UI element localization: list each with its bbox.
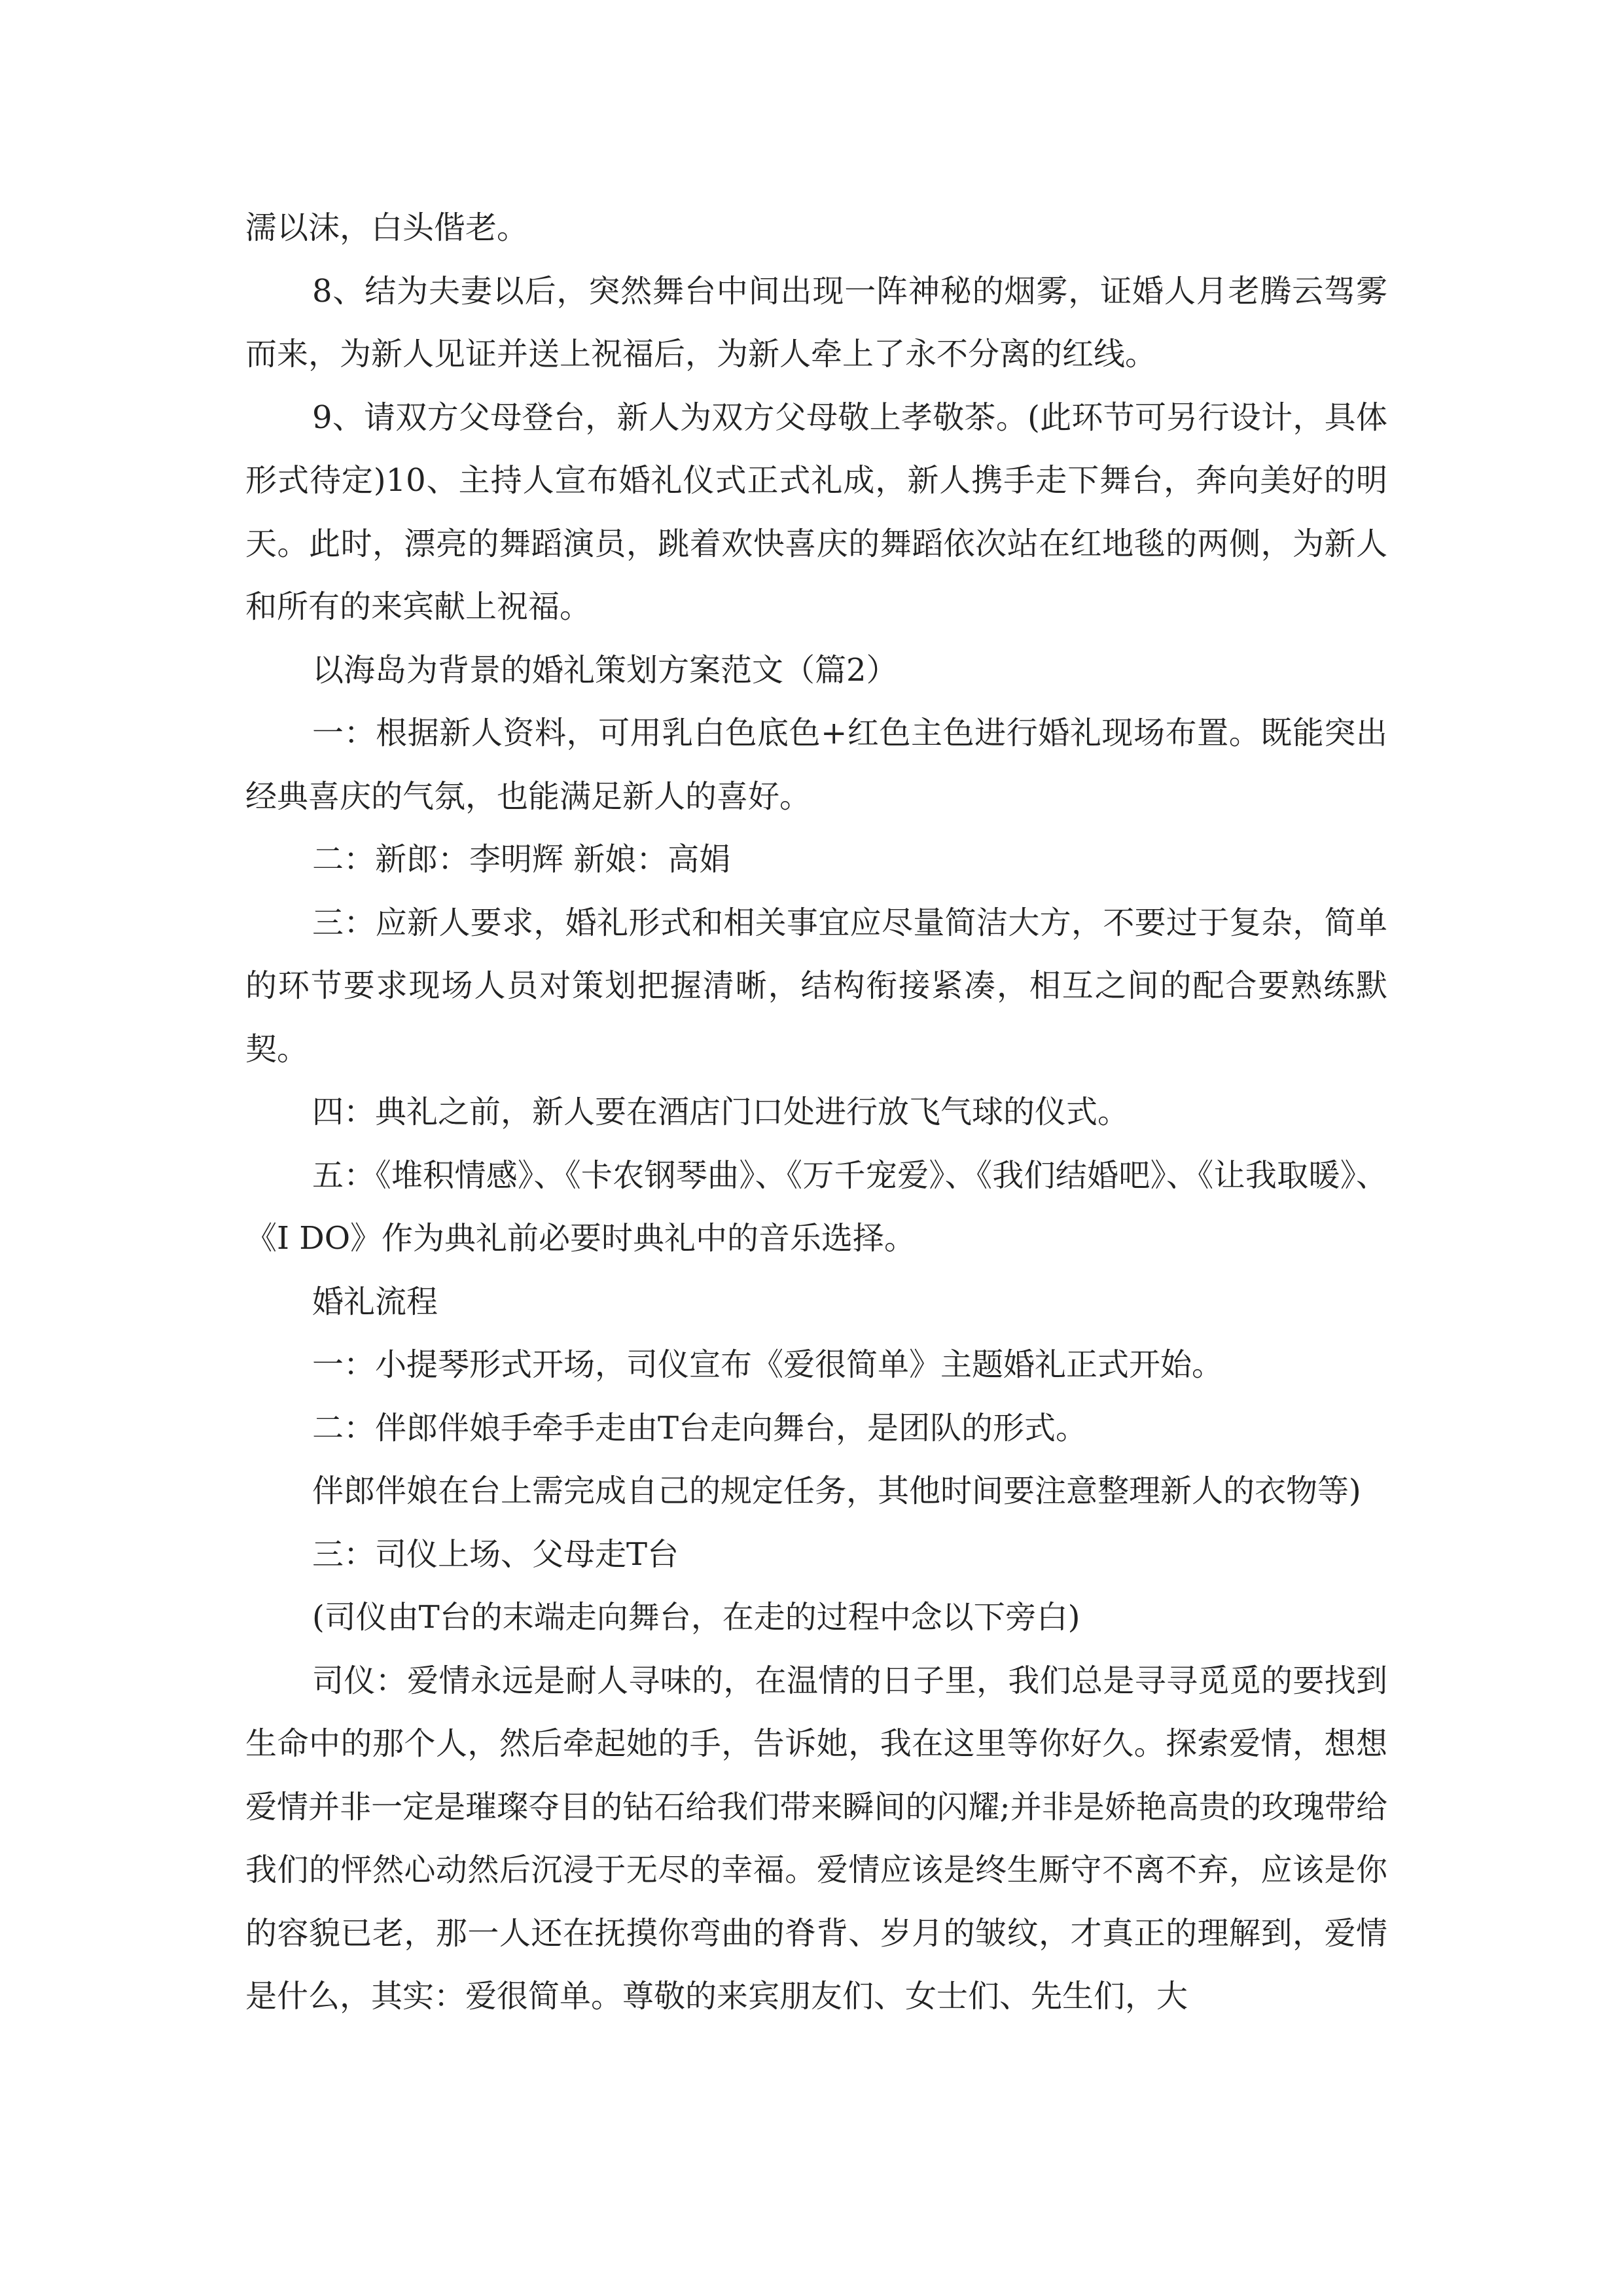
paragraph-item-9-10: 9、请双方父母登台，新人为双方父母敬上孝敬茶。(此环节可另行设计，具体形式待定)10、主持人宣布婚礼仪式正式礼成，新人携手走下舞台，奔向美好的明天。此时，漂亮的舞蹈演员，跳着欢快喜庆的舞蹈依次站在红地毯的两侧，为新人和所有的来宾献上祝福。 [245,399,1387,625]
paragraph-point-3: 三：应新人要求，婚礼形式和相关事宜应尽量简洁大方，不要过于复杂，简单的环节要求现场人员对策划把握清晰，结构衔接紧凑，相互之间的配合要熟练默契。 [245,904,1387,1067]
process-step-3: 三：司仪上场、父母走T台 [312,1535,679,1573]
paragraph-item-8: 8、结为夫妻以后，突然舞台中间出现一阵神秘的烟雾，证婚人月老腾云驾雾而来，为新人见证并送上祝福后，为新人牵上了永不分离的红线。 [245,272,1387,372]
section-heading-wedding-process: 婚礼流程 [312,1283,438,1320]
process-step-2-note: 伴郎伴娘在台上需完成自己的规定任务，其他时间要注意整理新人的衣物等) [312,1473,1361,1509]
paragraph-point-2: 二：新郎：李明辉 新娘：高娟 [312,841,731,878]
paragraph-continuation: 濡以沫，白头偕老。 [245,209,529,246]
host-speech: 司仪：爱情永远是耐人寻味的，在温情的日子里，我们总是寻寻觅觅的要找到生命中的那个人，然后牵起她的手，告诉她，我在这里等你好久。探索爱情，想想爱情并非一定是璀璨夺目的钻石给我们带来瞬间的闪耀;并非是娇艳高贵的玫瑰带给我们的怦然心动然后沉浸于无尽的幸福。爱情应该是终生厮守不离不弃，应该是你的容貌已老，那一人还在抚摸你弯曲的脊背、岁月的皱纹，才真正的理解到，爱情是什么，其实：爱很简单。尊敬的来宾朋友们、女士们、先生们，大 [245,1662,1387,2015]
process-step-3-note: (司仪由T台的末端走向舞台，在走的过程中念以下旁白) [312,1599,1080,1636]
paragraph-point-1: 一：根据新人资料，可用乳白色底色+红色主色进行婚礼现场布置。既能突出经典喜庆的气氛，也能满足新人的喜好。 [245,715,1387,815]
paragraph-point-5: 五：《堆积情感》、《卡农钢琴曲》、《万千宠爱》、《我们结婚吧》、《让我取暖》、《I DO》作为典礼前必要时典礼中的音乐选择。 [245,1157,1387,1257]
process-step-1: 一：小提琴形式开场，司仪宣布《爱很简单》主题婚礼正式开始。 [312,1346,1224,1383]
document-body [245,196,1387,2028]
section-heading-part-2: 以海岛为背景的婚礼策划方案范文（篇2） [312,651,898,689]
process-step-2: 二：伴郎伴娘手牵手走由T台走向舞台，是团队的形式。 [312,1409,1088,1446]
paragraph-point-4: 四：典礼之前，新人要在酒店门口处进行放飞气球的仪式。 [312,1094,1130,1130]
